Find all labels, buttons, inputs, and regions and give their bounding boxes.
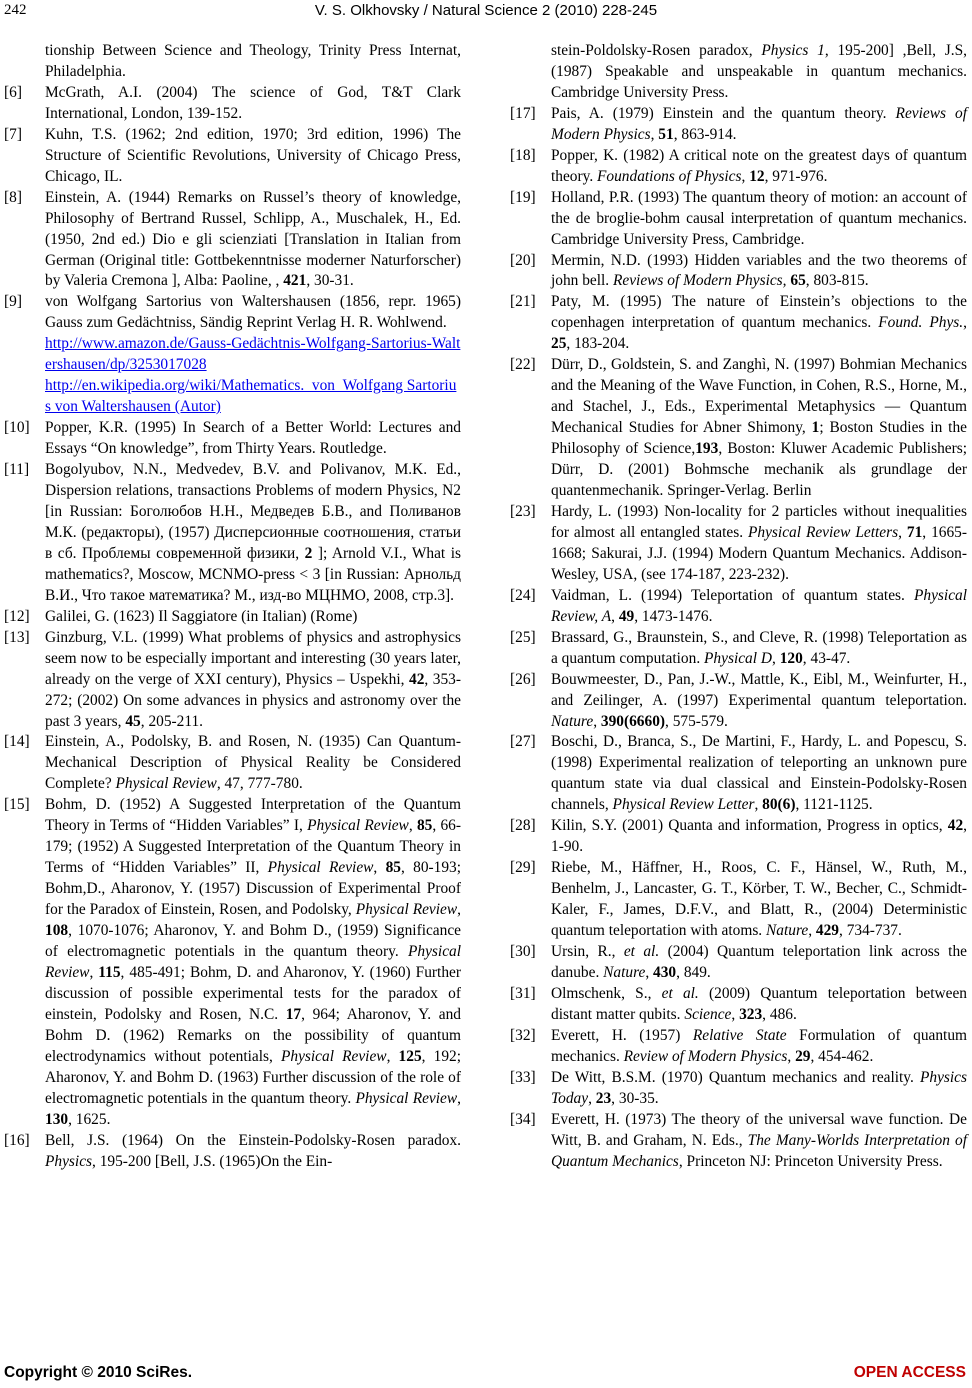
reference-text-run: Bouwmeester, D., Pan, J.-W., Mattle, K., Eibl, M., Weinfurter, H., and Zeilinger, A. (1997) Experimental quantum teleportation. [551,670,967,709]
reference-text-run: , 1070-1076; Aharonov, Y. and Bohm D., (1959) Significance of electromagnetic potentials in the quantum theory. [45,922,461,960]
reference-entry [510,942,967,984]
reference-text-run: 429 [815,922,839,940]
reference-entry [510,984,967,1026]
reference-number: [12] [4,607,30,625]
reference-text-run: Physical Review [355,1089,458,1107]
reference-entry [4,460,461,607]
reference-text [45,1132,461,1170]
running-title: V. S. Olkhovsky / Natural Science 2 (2010) 228-245 [314,2,658,19]
reference-text-run: Physics [45,1152,93,1170]
reference-entry [4,1131,461,1173]
reference-link[interactable]: http://en.wikipedia.org/wiki/Mathematics._von_Wolfgang Sartorius von Waltershausen (Autor) [45,377,457,416]
reference-number: [6] [4,83,22,101]
reference-text-run: 193 [695,440,719,458]
reference-text-run: Pais, A. (1979) Einstein and the quantum theory. [551,104,896,122]
reference-entry [4,607,461,628]
reference-entry [510,1068,967,1110]
reference-text-run: , 964; Aharonov, Y. and Bohm D. (1962) Remarks on the possibility of quantum electrodynamics without potentials, [45,1005,461,1065]
reference-text-run: 2 [304,544,313,562]
reference-text-run: 130 [45,1110,69,1128]
reference-text-run: 80(6) [762,796,796,814]
reference-text-run: , [408,817,417,835]
reference-text-run: 65 [790,272,806,290]
reference-text-run: Reviews of Modern Physics [551,104,967,143]
reference-text [551,629,967,667]
reference-entry [510,502,967,586]
reference-text-run: Paty, M. (1995) The nature of Einstein’s objections to the copenhagen interpretation of quantum mechanics. [551,293,967,332]
reference-text-run: Relative State [692,1026,787,1044]
reference-text-run: , 1-90. [551,817,967,856]
reference-text-run: Bogolyubov, N.N., Medvedev, B.V. and Polivanov, M.K. Ed., Dispersion relations, transactions Problems of modern Physics, N2 [in Russian: Боголюбов Н.Н., Медведев Б.В., and Поливанов М.К. (редакторы), (1957) Дисперсионные соотношения, статьи в сб. Проблемы современной физики, [45,461,461,562]
reference-text-run: 1 [811,419,820,437]
reference-text-run: Mermin, N.D. (1993) Hidden variables and the two theorems of john bell. [551,251,967,290]
reference-text-run: 29 [795,1047,811,1065]
reference-text-run: , [588,1089,596,1107]
reference-text-run: 49 [618,607,635,625]
reference-number: [27] [510,733,536,751]
reference-text-run: , [645,963,654,981]
reference-text-run: Nature [603,963,646,981]
reference-number: [33] [510,1068,536,1086]
reference-number: [20] [510,251,536,269]
reference-text-run: Ursin, R., [551,942,624,960]
reference-text-run: Boschi, D., Branca, S., De Martini, F., Hardy, L. and Popescu, S. (1998) Experimental realization of teleporting an unknown pure quantum state via dual classical and Einstein-Podolsky-Rosen channels, [551,733,967,814]
reference-text-run: , 486. [762,1005,797,1023]
reference-text-run: Physical Review [115,775,217,793]
reference-number: [18] [510,146,536,164]
reference-text-run: , [89,963,99,981]
reference-text [45,733,461,792]
reference-text-run: ; Boston Studies in the Philosophy of Science, [551,419,967,458]
reference-text-run: , [731,1005,740,1023]
reference-entry [4,292,461,418]
reference-text-run: 125 [398,1047,422,1065]
reference-number: [32] [510,1026,536,1044]
reference-number: [7] [4,125,22,143]
reference-text [551,252,967,290]
reference-text-run: Olmschenk, S., [551,984,662,1002]
reference-entry [4,418,461,460]
reference-number: [13] [4,628,30,646]
reference-text-run: 390(6660) [600,712,666,730]
reference-entry [4,795,461,1130]
reference-text-run: Brassard, G., Braunstein, S., and Cleve, R. (1998) Teleportation as a quantum computation. [551,628,967,667]
reference-text-run: , 1473-1476. [634,607,713,625]
reference-text-run: , [457,1089,462,1107]
reference-text-run: , 803-815. [805,272,869,290]
page-footer [0,1364,972,1384]
reference-text-run: 25 [551,335,567,353]
reference-number: [25] [510,628,536,646]
reference-text-run: Everett, H. (1957) [551,1026,693,1044]
reference-text [551,733,967,813]
reference-text [551,1027,967,1065]
reference-text [551,985,967,1023]
reference-entry [510,292,967,355]
reference-link[interactable]: http://www.amazon.de/Gauss-Gedächtnis-Wolfgang-Sartorius-Waltershausen/dp/3253017028 [45,335,461,374]
reference-text-run: 115 [98,963,121,981]
reference-text-run: 23 [595,1089,612,1107]
reference-text-run: Reviews of Modern Physics, [612,272,787,290]
reference-text-run: , 1625. [68,1110,111,1128]
reference-text-run: Nature [551,712,594,730]
reference-text-run: , 195-200 [Bell, J.S. (1965)On the Ein- [92,1152,333,1170]
reference-text [551,817,967,855]
reference-text [551,943,967,981]
reference-text [45,419,461,457]
reference-entry [510,1110,967,1173]
reference-text-run: , Princeton NJ: Princeton University Press. [678,1152,943,1170]
reference-text-run: Found. Phys. [878,314,964,332]
reference-text-run: 42 [409,670,425,688]
reference-text-run: , [772,649,780,667]
reference-text-run: , 971-976. [764,167,828,185]
page-header [0,0,972,24]
reference-text-run: Physical Review [280,1047,387,1065]
open-access-label: OPEN ACCESS [853,1364,966,1381]
reference-entry [510,188,967,251]
reference-text-run: , 80-193; Bohm,D., Aharonov, Y. (1957) Discussion of Experimental Proof for the Paradox of Einstein, Rosen, and Podolsky, [45,859,462,919]
reference-text-run: , 734-737. [839,922,902,940]
reference-text-run: 71 [906,523,923,541]
reference-text-run: , 205-211. [140,712,204,730]
reference-text-run: Physics Today [551,1068,967,1107]
reference-number: [11] [4,461,30,479]
reference-text [551,105,967,143]
page-number: 242 [4,2,27,18]
reference-text-run: , 47, 777-780. [216,775,303,793]
reference-text-run: Physical Review Letters [748,523,899,541]
reference-text-run: Physics 1 [761,42,825,59]
reference-text-run: , 454-462. [810,1047,874,1065]
reference-text-run: et al. [623,942,660,960]
reference-text-run: Ginzburg, V.L. (1999) What problems of physics and astrophysics seem now to be especially important and interesting (30 years later, already on the verge of XXI century), Physics – Uspekhi, [45,628,461,688]
reference-number: [15] [4,796,30,814]
reference-number: [31] [510,984,536,1002]
reference-text-run: , 195-200] ,Bell, J.S, (1987) Speakable and unspeakable in quantum mechanics. Cambridge University Press. [551,42,968,101]
reference-number: [8] [4,188,22,206]
reference-text-run: 430 [653,963,677,981]
reference-text-run: von Wolfgang Sartorius von Waltershausen (1856, repr. 1965) Gauss zum Gedächtniss, Sändig Reprint Verlag H. R. Wohlwend. [45,293,461,332]
reference-number: [29] [510,859,536,877]
reference-text-run: Review of Modern Physics [623,1047,788,1065]
reference-number: [30] [510,942,536,960]
reference-text-run: , [741,167,750,185]
reference-text-run: , 849. [676,963,711,981]
reference-text [551,1111,967,1170]
reference-entry [510,104,967,146]
reference-entry [510,670,967,733]
reference-text-run: Physical D [704,649,772,667]
reference-text [45,84,461,122]
reference-text [45,126,461,185]
reference-number: [10] [4,419,30,437]
references-right-column [510,41,967,1172]
reference-text-run: stein-Poldolsky-Rosen paradox, [551,42,762,59]
reference-number: [9] [4,293,22,311]
reference-text-run: Hardy, L. (1993) Non-locality for 2 particles without inequalities for almost all entangled states. [551,502,967,541]
reference-entry [510,816,967,858]
reference-number: [22] [510,356,536,374]
reference-text-run: , Boston: Kluwer Academic Publishers; Dürr, D. (2001) Bohmsche mechanik als grundlage der quantenmechanik. Springer-Verlag. Berlin [551,440,967,500]
reference-text-run: Physical Review [307,817,409,835]
reference-number: [28] [510,817,536,835]
reference-text-run: Einstein, A. (1944) Remarks on Russel’s theory of knowledge, Philosophy of Bertrand Russel, Schlipp, A., Muschalek, H., Ed. (1950, 2nd ed.) Dio e gli scienziati [Translation in Italian from German (Original title: Gottbekenntnisse moderner Naturforscher) by Valeria Cremona ], Alba: Paoline, , [45,188,461,290]
reference-entry [4,83,461,125]
reference-text-run: tionship Between Science and Theology, Trinity Press Internat, Philadelphia. [45,42,461,80]
reference-text-run: , 575-579. [665,712,728,730]
references-left-column [4,41,461,1172]
reference-entry [510,1026,967,1068]
reference-number: [16] [4,1131,30,1149]
reference-text-run: Physical Review Letter [612,796,755,814]
reference-text [45,42,461,80]
reference-text-run: Popper, K.R. (1995) In Search of a Better World: Lectures and Essays “On knowledge”, from Thirty Years. Routledge. [45,419,461,458]
reference-entry [510,586,967,628]
reference-text-run: 421 [283,272,307,290]
reference-text-run: Physical Review [45,942,461,981]
reference-text-run: Kuhn, T.S. (1962; 2nd edition, 1970; 3rd edition, 1996) The Structure of Scientific Revolutions, University of Chicago Press, Chicago, IL. [45,125,461,185]
reference-text-run: Holland, P.R. (1993) The quantum theory of motion: an account of the de broglie-bohm causal interpretation of quantum mechanics. Cambridge University Press, Cambridge. [551,188,967,248]
reference-number: [34] [510,1110,536,1128]
reference-text-run: , 66-179; (1952) A Suggested Interpretation of the Quantum Theory in Terms of “Hidden Variables” II, [45,817,462,877]
reference-text-run: , [593,712,601,730]
reference-entry [510,858,967,942]
reference-text-run: Physical Review [355,901,458,919]
reference-text [45,189,461,290]
reference-text-run: Einstein, A., Podolsky, B. and Rosen, N. (1935) Can Quantum-Mechanical Description of Physical Reality be Considered Complete? [45,733,461,793]
reference-text-run: Nature [766,922,809,940]
reference-text [551,189,967,248]
reference-text-run: , [373,859,386,877]
reference-entry [510,251,967,293]
reference-text [551,671,967,730]
reference-text-run: , 485-491; Bohm, D. and Aharonov, Y. (1960) Further discussion of possible experimental tests for the paradox of einstein, Podolsky and Rosen, N.C. [45,963,461,1023]
reference-text [551,503,967,583]
reference-text [551,42,967,101]
reference-text-run: Foundations of Physics [597,167,742,185]
reference-text [551,293,967,352]
reference-text [551,1069,967,1107]
reference-entry [4,188,461,293]
reference-text-run: Formulation of quantum mechanics. [551,1026,968,1065]
reference-number: [26] [510,670,536,688]
reference-entry [4,125,461,188]
reference-text-run: , [457,901,461,919]
reference-text-run: Science [684,1005,732,1023]
reference-text-run: (2004) Quantum teleportation link across the danube. [551,942,967,981]
reference-entry [510,732,967,816]
reference-text-run: , 863-914. [673,125,737,143]
reference-entry [510,355,967,502]
reference-text-run: Bohm, D. (1952) A Suggested Interpretation of the Quantum Theory in Terms of “Hidden Variables” I, [45,796,461,835]
reference-number: [17] [510,104,536,122]
reference-text-run: , 43-47. [802,649,851,667]
reference-text-run: 51 [658,125,674,143]
reference-number: [24] [510,586,536,604]
reference-text-run: , [787,1047,796,1065]
reference-text-run: 108 [45,922,69,940]
reference-text-run: , [386,1047,399,1065]
reference-text [551,587,967,625]
reference-text-run: The Many-Worlds Interpretation of Quantum Mechanics [551,1131,967,1170]
reference-number: [21] [510,293,536,311]
reference-text-run: , [963,314,967,332]
reference-text-run: , [808,922,816,940]
reference-text-run: 85 [416,817,433,835]
reference-entry [510,146,967,188]
reference-entry [510,41,967,104]
reference-entry [510,628,967,670]
reference-text-run: McGrath, A.I. (2004) The science of God, T&T Clark International, London, 139-152. [45,83,461,122]
reference-text [45,461,461,604]
reference-text-run: , 353-272; (2002) On some advances in physics and astronomy over the past 3 years, [45,670,461,730]
reference-entry [4,732,461,795]
reference-text-run: , [650,125,659,143]
reference-text [45,608,357,625]
reference-number: [19] [510,188,536,206]
reference-text-run: , [898,523,907,541]
reference-entry [4,628,461,733]
reference-text-run: Physical Review [267,859,374,877]
reference-number: [23] [510,502,536,520]
reference-text [45,629,461,730]
reference-text-run: , [611,607,619,625]
reference-text [551,356,967,499]
reference-text-run: De Witt, B.S.M. (1970) Quantum mechanics and reality. [551,1068,920,1086]
reference-text-run: 12 [749,167,765,185]
reference-text-run: et al. [661,984,699,1002]
reference-text-run: (2009) Quantum teleportation between distant matter qubits. [551,984,967,1023]
reference-text-run: 323 [739,1005,763,1023]
reference-text [45,293,461,331]
reference-text-run: Riebe, M., Häffner, H., Roos, C. F., Hänsel, W., Ruth, M., Benhelm, J., Lancaster, G. T., Körber, T. W., Becher, C., Schmidt-Kaler, F., James, D.F.V., and Blatt, R., (2004) Deterministic quantum teleportation with atoms. [551,859,967,940]
reference-text-run: 45 [125,712,141,730]
reference-text-run: , 30-31. [306,272,354,290]
reference-text-run: Galilei, G. (1623) Il Saggiatore (in Italian) (Rome) [45,607,358,625]
reference-text [551,147,967,185]
reference-number: [14] [4,733,30,751]
reference-text-run: ]; Arnold V.I., What is mathematics?, Moscow, MCNMO-press < 3 [in Russian: Арнольд В.И., Что такое математика? М., изд-во МЦНМО, 2008, стр.3]. [45,544,461,604]
reference-text-run: 17 [285,1005,302,1023]
reference-text-run: , [754,796,763,814]
reference-text-run: 85 [385,859,401,877]
reference-text-run: , 30-35. [611,1089,659,1107]
reference-text-run: Vaidman, L. (1994) Teleportation of quantum states. [551,586,914,604]
copyright-notice: Copyright © 2010 SciRes. [4,1364,193,1381]
reference-text-run: , 1665-1668; Sakurai, J.J. (1994) Modern Quantum Mechanics. Addison-Wesley, USA, (see 174-187, 223-232). [551,523,968,583]
reference-text-run: , 192; Aharonov, Y. and Bohm D. (1963) Further discussion of the role of electromagnetic potentials in the quantum theory. [45,1047,461,1107]
reference-text [45,796,461,1127]
reference-text [551,859,967,939]
reference-text-run: , 183-204. [566,335,630,353]
reference-text-run: Kilin, S.Y. (2001) Quanta and information, Progress in optics, [551,817,948,835]
reference-text-run: Dürr, D., Goldstein, S. and Zanghì, N. (1997) Bohmian Mechanics and the Meaning of the Wave Function, in Cohen, R.S., Horne, M., and Stachel, J., Eds., Experimental Metaphysics — Quantum Mechanical Studies for Abner Shimony, [551,356,967,437]
reference-text-run: Bell, J.S. (1964) On the Einstein-Podolsky-Rosen paradox. [45,1131,461,1149]
reference-text-run: Physical Review, A [551,586,967,625]
reference-text-run: , 1121-1125. [795,796,873,814]
reference-text-run: Everett, H. (1973) The theory of the universal wave function. De Witt, B. and Graham, N. Eds., [551,1110,967,1149]
reference-text-run: Popper, K. (1982) A critical note on the greatest days of quantum theory. [551,146,967,185]
reference-text-run: 42 [947,817,964,835]
reference-text-run: 120 [779,649,803,667]
reference-entry [4,41,461,83]
